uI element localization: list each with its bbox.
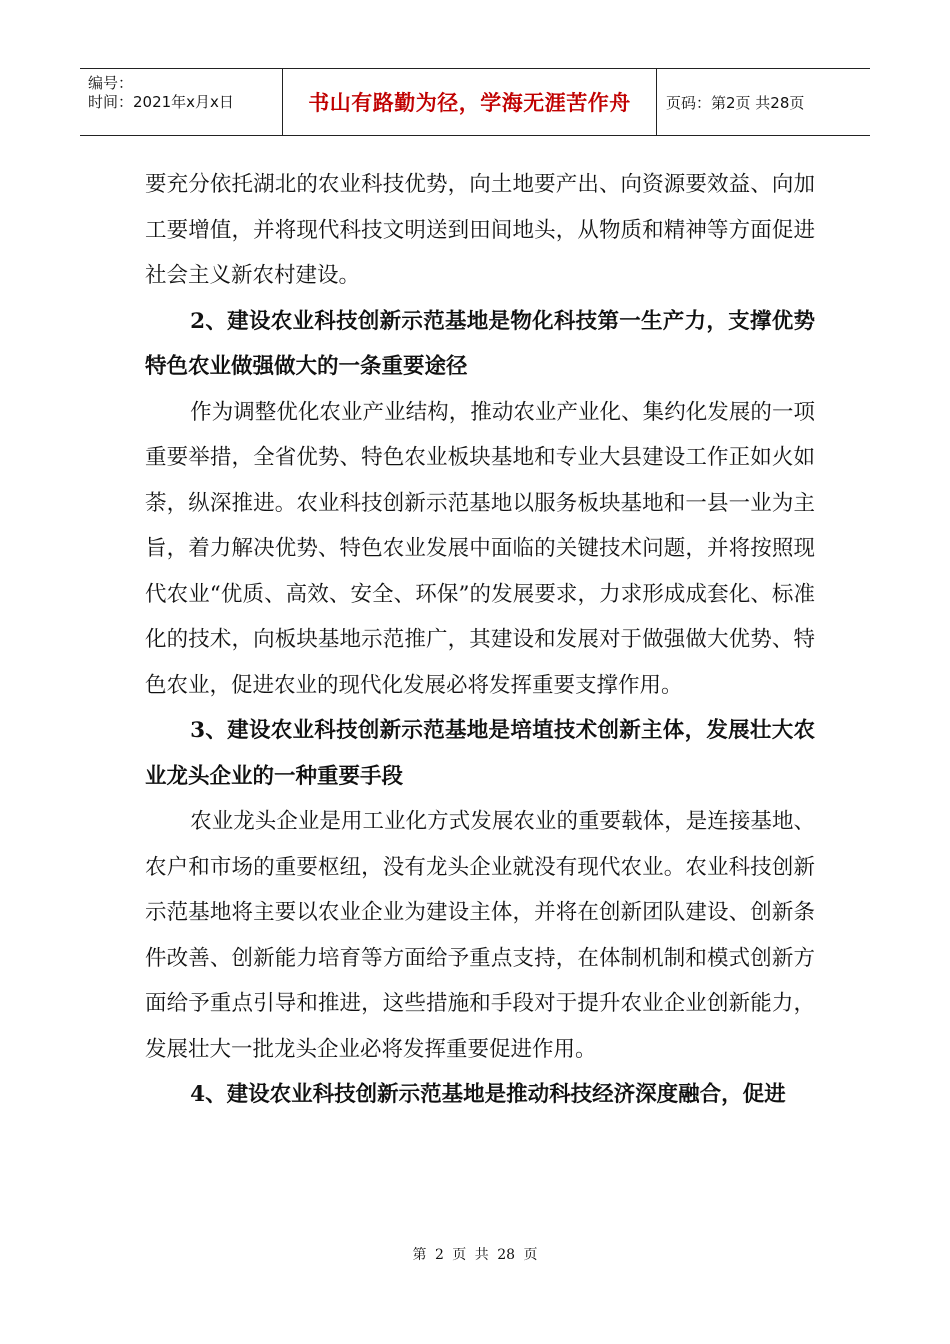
- date-label: 时间：2021年x月x日: [88, 93, 234, 111]
- section-heading-2: 2、建设农业科技创新示范基地是物化科技第一生产力，支撑优势特色农业做强做大的一条重要途径: [145, 308, 815, 379]
- paragraph-section-3: 农业龙头企业是用工业化方式发展农业的重要载体，是连接基地、农户和市场的重要枢纽，没有龙头企业就没有现代农业。农业科技创新示范基地将主要以农业企业为建设主体，并将在创新团队建设、创新条件改善、创新能力培育等方面给予重点支持，在体制机制和模式创新方面给予重点引导和推进，这些措施和手段对于提升农业企业创新能力，发展壮大一批龙头企业必将发挥重要促进作用。: [145, 809, 815, 1062]
- section-heading-4: 4、建设农业科技创新示范基地是推动科技经济深度融合，促进: [190, 1082, 786, 1107]
- header-meta-cell: [80, 69, 283, 135]
- page-footer: 第 2 页 共 28 页: [412, 1247, 538, 1263]
- serial-number-label: 编号：: [88, 74, 134, 92]
- paragraph-section-2: 作为调整优化农业产业结构，推动农业产业化、集约化发展的一项重要举措，全省优势、特色农业板块基地和专业大县建设工作正如火如荼，纵深推进。农业科技创新示范基地以服务板块基地和一县一业为主旨，着力解决优势、特色农业发展中面临的关键技术问题，并将按照现代农业“优质、高效、安全、环保”的发展要求，力求形成成套化、标准化的技术，向板块基地示范推广，其建设和发展对于做强做大优势、特色农业，促进农业的现代化发展必将发挥重要支撑作用。: [145, 399, 815, 698]
- document-body: [145, 162, 815, 1118]
- header-motto: 书山有路勤为径，学海无涯苦作舟: [283, 69, 657, 135]
- paragraph-intro: 要充分依托湖北的农业科技优势，向土地要产出、向资源要效益、向加工要增值，并将现代科技文明送到田间地头，从物质和精神等方面促进社会主义新农村建设。: [145, 172, 815, 288]
- section-heading-3: 3、建设农业科技创新示范基地是培埴技术创新主体，发展壮大农业龙头企业的一种重要手段: [145, 718, 815, 789]
- header-page-info: 页码：第2页 共28页: [666, 93, 805, 112]
- page-header: [80, 68, 870, 136]
